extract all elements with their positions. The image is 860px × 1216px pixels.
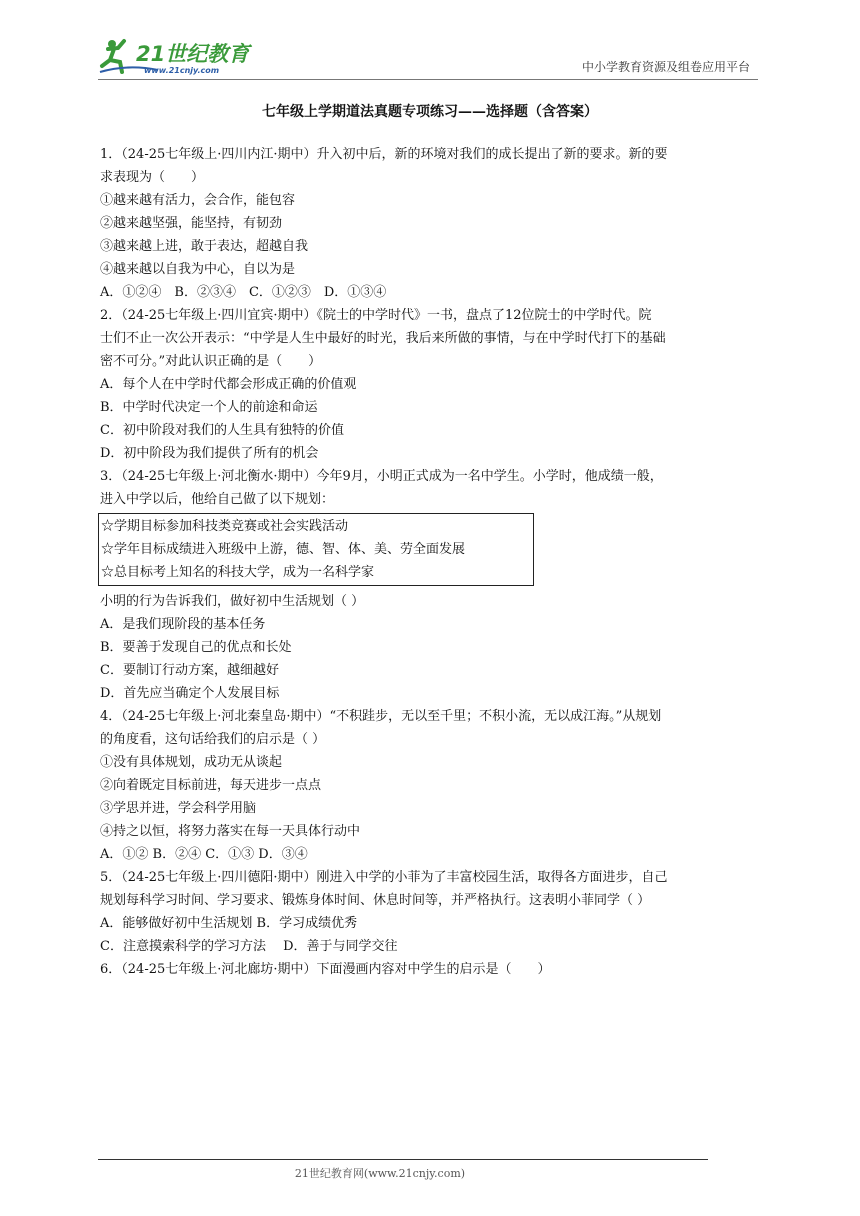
question-2 (100, 304, 764, 465)
question-stem: 的角度看，这句话给我们的启示是（ ） (100, 732, 326, 747)
plan-item: ☆学年目标成绩进入班级中上游，德、智、体、美、劳全面发展 (101, 542, 466, 557)
question-stem: 密不可分。”对此认识正确的是（ ） (100, 354, 322, 369)
answer-option: D．初中阶段为我们提供了所有的机会 (100, 446, 319, 461)
plan-item: ☆总目标考上知名的科技大学，成为一名科学家 (101, 565, 375, 580)
statement-item: ①越来越有活力，会合作，能包容 (100, 193, 296, 208)
page-header (98, 36, 758, 80)
site-logo (98, 36, 268, 78)
answer-option: B．中学时代决定一个人的前途和命运 (100, 400, 318, 415)
page-footer: 21世纪教育网(www.21cnjy.com) (294, 1167, 466, 1180)
answer-option: A．是我们现阶段的基本任务 (100, 617, 266, 632)
plan-item: ☆学期目标参加科技类竞赛或社会实践活动 (101, 519, 349, 534)
statement-item: ①没有具体规划，成功无从谈起 (100, 755, 283, 770)
question-stem: 小明的行为告诉我们，做好初中生活规划（ ） (100, 594, 365, 609)
question-6 (100, 958, 764, 981)
header-platform-text: 中小学教育资源及组卷应用平台 (581, 60, 750, 74)
question-stem: 士们不止一次公开表示：“中学是人生中最好的时光，我后来所做的事情，与在中学时代打下的基础 (100, 331, 666, 346)
question-5 (100, 866, 764, 958)
question-stem: 5．（24-25七年级上·四川德阳·期中）刚进入中学的小菲为了丰富校园生活，取得各方面进步，自己 (100, 870, 668, 885)
logo-text: 21世纪教育 (136, 42, 250, 66)
question-stem: 4．（24-25七年级上·河北秦皇岛·期中）“不积跬步，无以至千里；不积小流，无以成江海。”从规划 (100, 709, 662, 724)
answer-options: C．注意摸索科学的学习方法 D．善于与同学交往 (100, 939, 398, 954)
question-list (100, 143, 764, 981)
answer-options: A．能够做好初中生活规划 B．学习成绩优秀 (100, 916, 358, 931)
question-stem: 规划每科学习时间、学习要求、锻炼身体时间、休息时间等，并严格执行。这表明小菲同学（ ） (100, 893, 651, 908)
question-stem: 3．（24-25七年级上·河北衡水·期中）今年9月，小明正式成为一名中学生。小学时，他成绩一般， (100, 469, 663, 484)
question-stem: 进入中学以后，他给自己做了以下规划： (100, 492, 335, 507)
header-divider (98, 79, 758, 80)
question-3 (100, 465, 764, 705)
answer-option: D．首先应当确定个人发展目标 (100, 686, 280, 701)
statement-item: ②向着既定目标前进，每天进步一点点 (100, 778, 322, 793)
statement-item: ④越来越以自我为中心，自以为是 (100, 262, 296, 277)
question-stem: 1．（24-25七年级上·四川内江·期中）升入初中后，新的环境对我们的成长提出了新的要求。新的要 (100, 147, 668, 162)
question-stem: 2．（24-25七年级上·四川宜宾·期中）《院士的中学时代》一书，盘点了12位院士的中学时代。院 (100, 308, 652, 323)
statement-item: ③学思并进，学会科学用脑 (100, 801, 257, 816)
statement-item: ②越来越坚强，能坚持，有韧劲 (100, 216, 283, 231)
answer-option: C．初中阶段对我们的人生具有独特的价值 (100, 423, 344, 438)
question-stem: 求表现为（ ） (100, 170, 205, 185)
page-title: 七年级上学期道法真题专项练习——选择题（含答案） (262, 104, 598, 120)
answer-option: B．要善于发现自己的优点和长处 (100, 640, 292, 655)
answer-options: A．①② B．②④ C．①③ D．③④ (100, 847, 308, 862)
plan-box (98, 513, 534, 586)
answer-option: A．每个人在中学时代都会形成正确的价值观 (100, 377, 357, 392)
footer-divider (98, 1159, 708, 1160)
answer-options: A．①②④ B．②③④ C．①②③ D．①③④ (100, 285, 387, 300)
logo-url: www.21cnjy.com (144, 66, 220, 75)
question-4 (100, 705, 764, 866)
statement-item: ④持之以恒，将努力落实在每一天具体行动中 (100, 824, 361, 839)
answer-option: C．要制订行动方案，越细越好 (100, 663, 279, 678)
question-stem: 6．（24-25七年级上·河北廊坊·期中）下面漫画内容对中学生的启示是（ ） (100, 962, 551, 977)
statement-item: ③越来越上进，敢于表达，超越自我 (100, 239, 309, 254)
question-1 (100, 143, 764, 304)
